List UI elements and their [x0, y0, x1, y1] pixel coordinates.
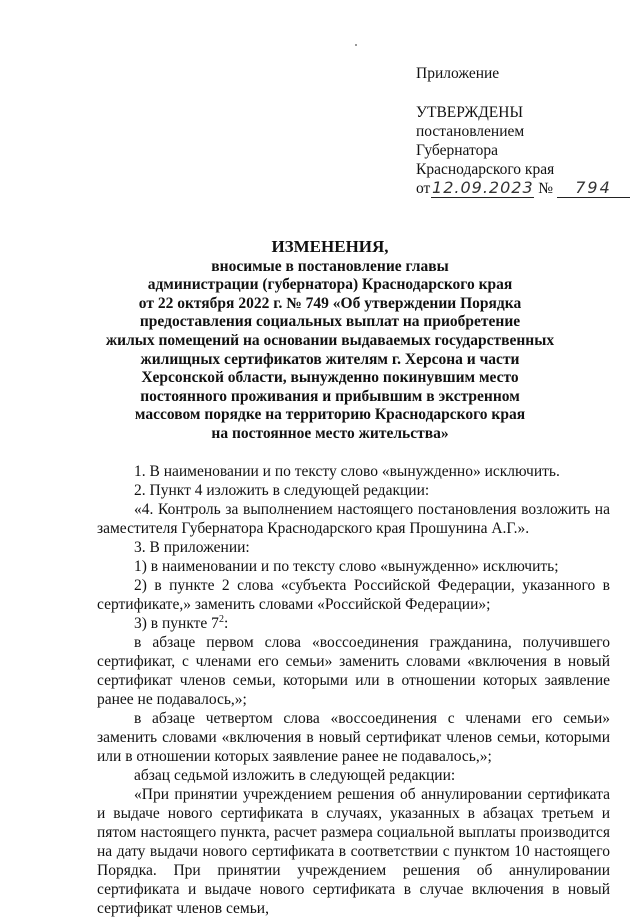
- title-line: постоянного проживания и прибывшим в экстренном: [140, 387, 520, 405]
- paragraph-text: 3) в пункте 7: [134, 615, 219, 632]
- paragraph: в абзаце четвертом слова «воссоединения с членами его семьи» заменить словами «включения в новый сертификат членов семьи, которыми или в отношении которых заявление ранее не подавалось,»;: [97, 710, 610, 765]
- paragraph: абзац седьмой изложить в следующей редакции:: [134, 767, 456, 784]
- number-sign: №: [538, 180, 553, 197]
- approval-stamp-block: [416, 64, 630, 198]
- paragraph: [97, 614, 610, 633]
- paragraph: «4. Контроль за выполнением настоящего постановления возложить на заместителя Губернатора Краснодарского края Прошунина А.Г.».: [97, 501, 610, 537]
- title-line: на постоянное место жительства»: [211, 424, 449, 442]
- date-prefix: от: [416, 180, 431, 197]
- title-line: от 22 октября 2022 г. № 749 «Об утверждении Порядка: [138, 294, 522, 312]
- paragraph-text: :: [223, 615, 229, 632]
- title-line: массовом порядке на территорию Краснодарского края: [134, 406, 526, 424]
- handwritten-date: 12.09.2023: [432, 178, 534, 197]
- handwritten-number: 794: [557, 179, 630, 198]
- paragraph: 1. В наименовании и по тексту слово «вынужденно» исключить.: [134, 463, 560, 480]
- title-line: предоставления социальных выплат на приобретение: [139, 313, 521, 331]
- paragraph: 1) в наименовании и по тексту слово «вынужденно» исключить;: [134, 558, 559, 575]
- paragraph: в абзаце первом слова «воссоединения гражданина, получившего сертификат, с членами его семьи» заменить словами «включения в новый сертификат членов семьи, которыми или в отношении которых заявление ранее не подавалось,»;: [97, 634, 610, 708]
- title-line: Херсонской области, вынужденно покинувшим место: [141, 369, 519, 387]
- appendix-label: Приложение: [416, 65, 500, 82]
- document-title: [60, 238, 600, 444]
- approval-line: постановлением: [416, 123, 525, 140]
- title-line: администрации (губернатора) Краснодарского края: [147, 276, 513, 294]
- title-line: вносимые в постановление главы: [211, 257, 449, 275]
- document-body: [97, 462, 610, 918]
- paragraph: 3. В приложении:: [134, 539, 250, 556]
- approved-label: УТВЕРЖДЕНЫ: [416, 104, 523, 121]
- title-line: жилищных сертификатов жителям г. Херсона и части: [140, 350, 520, 368]
- title-line: жилых помещений на основании выдаваемых государственных: [105, 331, 555, 349]
- paragraph: 2) в пункте 2 слова «субъекта Российской Федерации, указанного в сертификате,» заменить словами «Российской Федерации»;: [97, 577, 610, 613]
- scan-speck: [355, 44, 357, 46]
- approval-line: Краснодарского края: [416, 161, 555, 178]
- title-heading: ИЗМЕНЕНИЯ,: [271, 237, 389, 256]
- approval-line: Губернатора: [416, 142, 498, 159]
- superscript: 2: [218, 613, 224, 625]
- paragraph: 2. Пункт 4 изложить в следующей редакции:: [134, 482, 430, 499]
- approval-date-line: [416, 179, 630, 198]
- paragraph: «При принятии учреждением решения об аннулировании сертификата и выдаче нового сертификата в случаях, указанных в абзацах третьем и пятом настоящего пункта, расчет размера социальной выплаты производится на дату выдачи нового сертификата в соответствии с пунктом 10 настоящего Порядка. При принятии учреждением решения об аннулировании сертификата и выдаче нового сертификата в случае включения в новый сертификат членов семьи,: [97, 786, 610, 917]
